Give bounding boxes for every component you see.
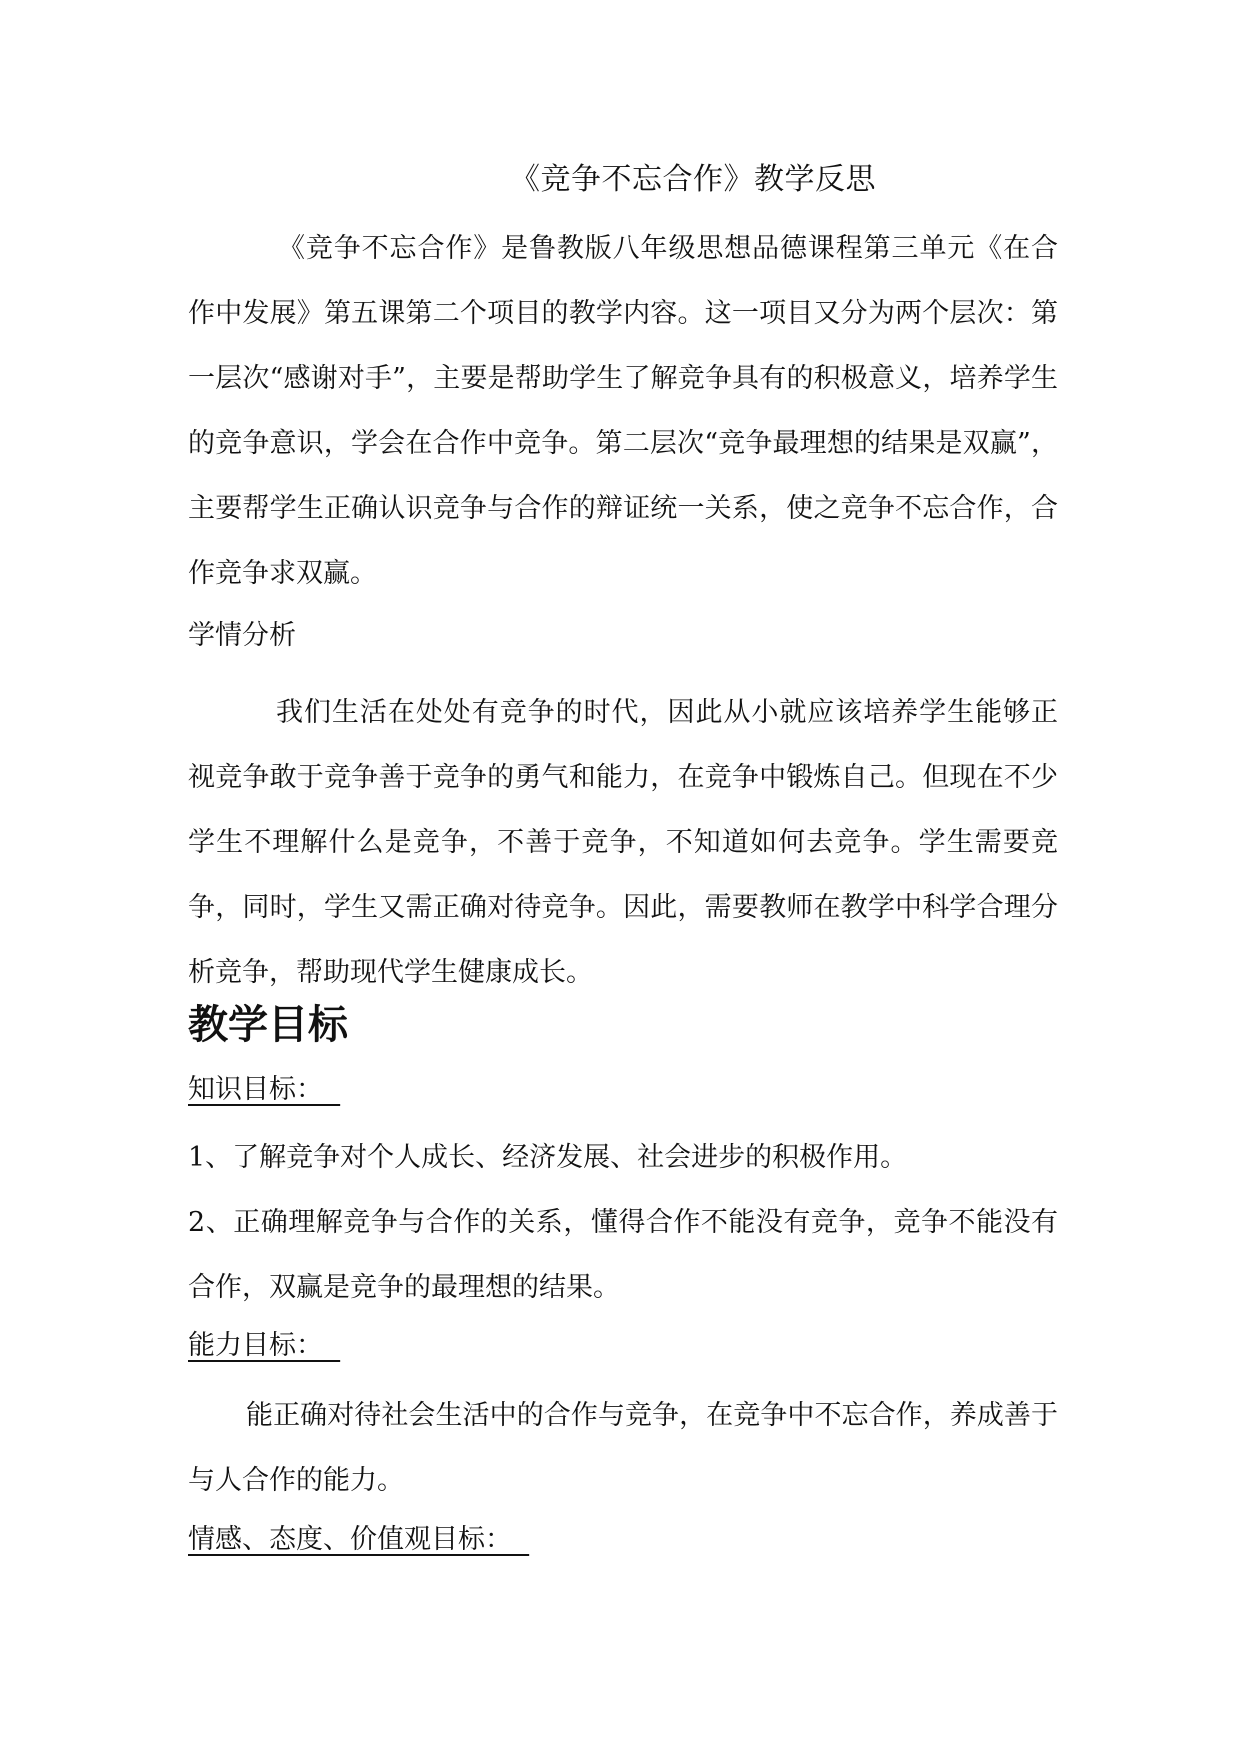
ability-goals-label: 能力目标： [188, 1330, 341, 1361]
intro-paragraph: 《竞争不忘合作》是鲁教版八年级思想品德课程第三单元《在合作中发展》第五课第二个项目的教学内容。这一项目又分为两个层次：第一层次“感谢对手”，主要是帮助学生了解竞争具有的积极意义，培养学生的竞争意识，学会在合作中竞争。第二层次“竞争最理想的结果是双赢”，主要帮学生正确认识竞争与合作的辩证统一关系，使之竞争不忘合作，合作竞争求双赢。 [188, 233, 1058, 589]
analysis-paragraph: 我们生活在处处有竞争的时代，因此从小就应该培养学生能够正视竞争敢于竞争善于竞争的勇气和能力，在竞争中锻炼自己。但现在不少学生不理解什么是竞争，不善于竞争，不知道如何去竞争。学生需要竞争，同时，学生又需正确对待竞争。因此，需要教师在教学中科学合理分析竞争，帮助现代学生健康成长。 [188, 697, 1058, 988]
ability-paragraph: 能正确对待社会生活中的合作与竞争，在竞争中不忘合作，养成善于与人合作的能力。 [188, 1400, 1058, 1496]
knowledge-item-2: 2、正确理解竞争与合作的关系，懂得合作不能没有竞争，竞争不能没有合作，双赢是竞争的最理想的结果。 [188, 1207, 1058, 1303]
document-title: 《竞争不忘合作》教学反思 [510, 162, 876, 197]
knowledge-goals-label: 知识目标： [188, 1074, 341, 1105]
goals-heading: 教学目标 [188, 1002, 348, 1048]
emotion-goals-label: 情感、态度、价值观目标： [188, 1524, 530, 1555]
knowledge-item-1: 1、了解竞争对个人成长、经济发展、社会进步的积极作用。 [188, 1142, 908, 1173]
analysis-label: 学情分析 [188, 620, 296, 651]
